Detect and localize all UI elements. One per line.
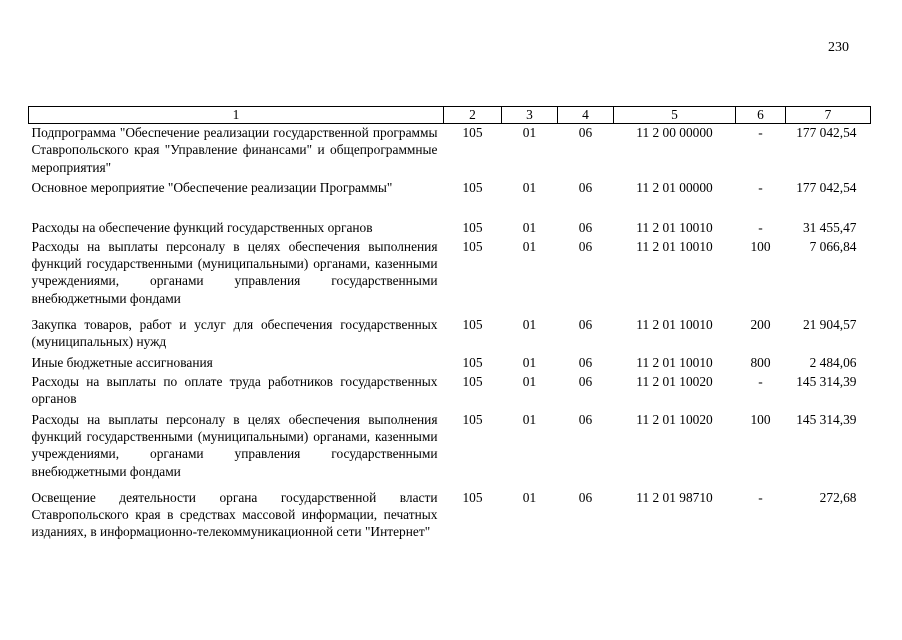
cell-section: 01 [522,316,537,332]
cell-expense-type: - [758,489,763,505]
cell-subsection: 06 [578,179,593,195]
expense-name: Закупка товаров, работ и услуг для обеспечения государственных (муниципальных) нужд [31,316,438,349]
cell-ministry: 105 [462,179,483,195]
column-header: 7 [786,107,871,124]
table-header-row [29,107,871,124]
cell-ministry: 105 [462,316,483,332]
table-row [29,179,871,219]
cell-section: 01 [522,238,537,254]
expense-name: Иные бюджетные ассигнования [31,354,213,370]
column-header: 5 [614,107,736,124]
cell-ministry: 105 [462,238,483,254]
expense-name: Подпрограмма "Обеспечение реализации государственной программы Ставропольского края "Управление финансами" и общепрограммные мероприятия" [31,125,438,175]
budget-table [28,106,870,563]
expense-name: Основное мероприятие "Обеспечение реализации Программы" [31,179,393,195]
cell-expense-type: - [758,125,763,140]
cell-amount: 177 042,54 [796,179,857,195]
cell-target-article: 11 2 01 10010 [636,219,713,235]
cell-target-article: 11 2 01 98710 [636,489,713,505]
table-row [29,316,871,354]
budget-table-grid [28,106,871,563]
cell-amount: 2 484,06 [809,354,857,370]
cell-target-article: 11 2 01 10010 [636,316,713,332]
cell-ministry: 105 [462,219,483,235]
cell-section: 01 [522,489,537,505]
cell-amount: 145 314,39 [796,373,857,389]
cell-expense-type: 200 [750,316,771,332]
cell-target-article: 11 2 00 00000 [636,125,713,140]
cell-expense-type: - [758,219,763,235]
cell-section: 01 [522,354,537,370]
column-header: 2 [444,107,502,124]
cell-ministry: 105 [462,489,483,505]
cell-subsection: 06 [578,489,593,505]
column-header: 1 [29,107,444,124]
expense-name: Расходы на выплаты персоналу в целях обеспечения выполнения функций государственными (муниципальными) органами, казенными учреждениями, органами управления государственными внебюджетными фондами [31,238,438,306]
cell-subsection: 06 [578,125,593,140]
expense-name: Освещение деятельности органа государственной власти Ставропольского края в средствах массовой информации, печатных изданиях, в информационно-телекоммуникационной сети "Интернет" [31,489,438,540]
cell-expense-type: - [758,373,763,389]
cell-ministry: 105 [462,125,483,140]
column-header: 6 [736,107,786,124]
table-row [29,354,871,373]
table-row [29,238,871,316]
table-row [29,219,871,238]
column-header: 3 [502,107,558,124]
cell-section: 01 [522,411,537,427]
cell-target-article: 11 2 01 10010 [636,238,713,254]
cell-amount: 7 066,84 [809,238,857,254]
cell-section: 01 [522,219,537,235]
table-row [29,373,871,411]
cell-ministry: 105 [462,373,483,389]
cell-expense-type: 800 [750,354,771,370]
expense-name: Расходы на обеспечение функций государственных органов [31,219,373,235]
cell-subsection: 06 [578,373,593,389]
table-row [29,411,871,489]
cell-amount: 272,68 [819,489,857,505]
column-header: 4 [558,107,614,124]
table-row [29,489,871,563]
cell-expense-type: 100 [750,411,771,427]
cell-target-article: 11 2 01 10020 [636,411,713,427]
cell-subsection: 06 [578,354,593,370]
cell-target-article: 11 2 01 10020 [636,373,713,389]
cell-expense-type: - [758,179,763,195]
cell-section: 01 [522,125,537,140]
cell-amount: 21 904,57 [802,316,857,332]
cell-amount: 145 314,39 [796,411,857,427]
expense-name: Расходы на выплаты по оплате труда работников государственных органов [31,373,438,406]
cell-amount: 31 455,47 [802,219,857,235]
cell-subsection: 06 [578,238,593,254]
expense-name: Расходы на выплаты персоналу в целях обеспечения выполнения функций государственными (муниципальными) органами, казенными учреждениями, органами управления государственными внебюджетными фондами [31,411,438,479]
table-row [29,124,871,179]
cell-ministry: 105 [462,411,483,427]
cell-expense-type: 100 [750,238,771,254]
cell-subsection: 06 [578,219,593,235]
cell-section: 01 [522,179,537,195]
cell-subsection: 06 [578,411,593,427]
page-number: 230 [828,40,849,55]
cell-amount: 177 042,54 [796,125,857,140]
cell-target-article: 11 2 01 00000 [636,179,713,195]
cell-target-article: 11 2 01 10010 [636,354,713,370]
cell-ministry: 105 [462,354,483,370]
cell-subsection: 06 [578,316,593,332]
cell-section: 01 [522,373,537,389]
